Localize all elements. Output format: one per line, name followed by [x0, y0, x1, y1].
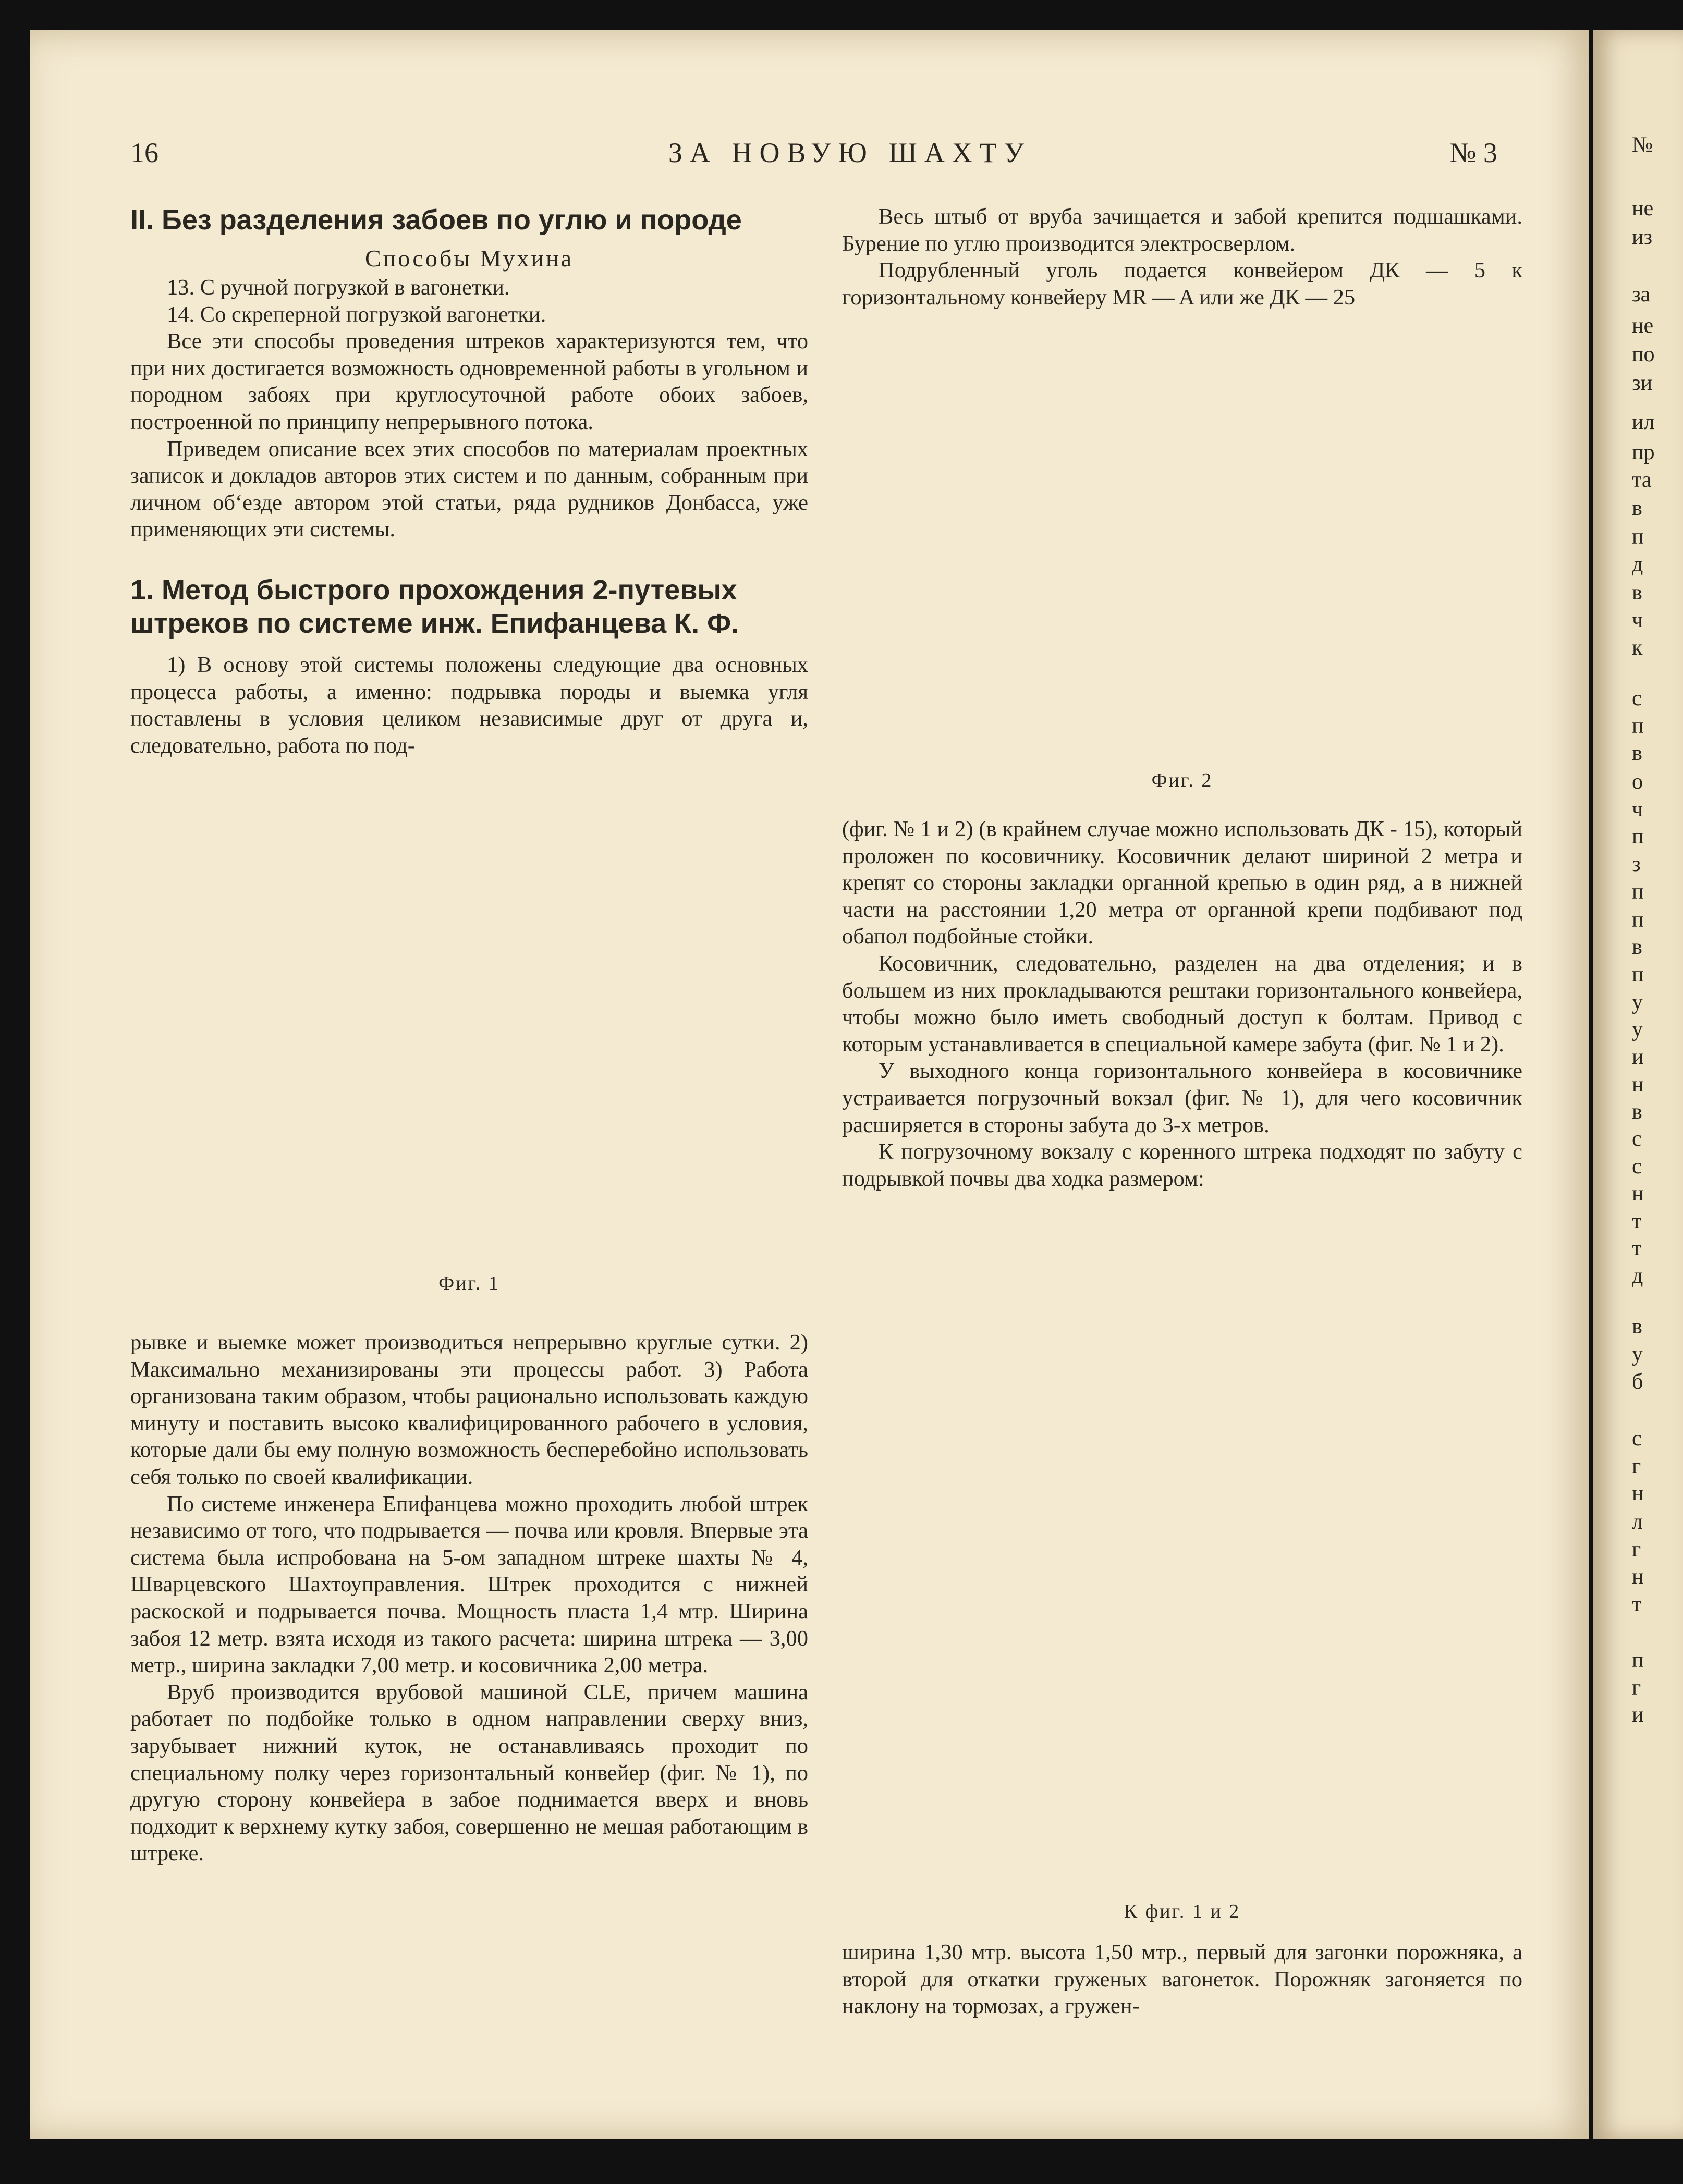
next-page-fragment: та: [1632, 468, 1652, 492]
next-page-fragment: не: [1632, 314, 1654, 338]
next-page-fragment: г: [1632, 1454, 1641, 1478]
next-page-fragment: п: [1632, 714, 1644, 738]
paragraph: Весь штыб от вруба зачищается и забой крепится подшашками. Бурение по углю производится электросверлом.: [842, 204, 1522, 256]
next-page-fragment: л: [1632, 1510, 1643, 1534]
left-column-top: [130, 203, 808, 759]
paragraph: Косовичник, следовательно, разделен на два отделения; и в большем из них прокладываются рештаки горизонтального конвейера, чтобы можно было иметь свободный доступ к болтам. Привод с которым устанавливается в специальной камере забута (фиг. № 1 и 2).: [842, 951, 1522, 1057]
list-item: 14. Со скреперной погрузкой вагонетки.: [167, 302, 546, 327]
next-page-fragment: у: [1632, 1017, 1643, 1041]
next-page-fragment: ил: [1632, 410, 1655, 434]
next-page-fragment: п: [1632, 825, 1644, 849]
next-page-fragment: з: [1632, 852, 1641, 876]
fig1-caption: Фиг. 1: [438, 1272, 500, 1294]
next-page-fragment: н: [1632, 1073, 1644, 1097]
next-page-fragment: в: [1632, 496, 1642, 520]
next-page-fragment: не: [1632, 197, 1654, 220]
next-page-fragment: в: [1632, 1100, 1642, 1124]
next-page-fragment: к: [1632, 636, 1643, 660]
method-title: 1. Метод быстрого прохождения 2-путевых штреков по системе инж. Епифанцева К. Ф.: [130, 574, 739, 639]
next-page-fragment: г: [1632, 1676, 1641, 1700]
next-page-fragment: н: [1632, 1182, 1644, 1206]
next-page-fragment: в: [1632, 741, 1642, 765]
next-page-fragment: из: [1632, 225, 1653, 249]
paragraph: У выходного конца горизонтального конвейера в косовичнике устраивается погрузочный вокзал (фиг. № 1), для чего косовичник расширяется в стороны забута до 3-х метров.: [842, 1059, 1522, 1137]
journal-title: ЗА НОВУЮ ШАХТУ: [668, 137, 1032, 168]
page-number: 16: [130, 137, 158, 168]
next-page-fragment: с: [1632, 1155, 1642, 1179]
list-item: 13. С ручной погрузкой в вагонетки.: [167, 275, 510, 300]
next-page-fragment: и: [1632, 1703, 1644, 1727]
right-column-bottom: [842, 1939, 1522, 2020]
next-page-fragment: о: [1632, 770, 1643, 794]
paragraph: (фиг. № 1 и 2) (в крайнем случае можно использовать ДК - 15), который проложен по косовичнику. Косовичник делают шириной 2 метра и крепят со стороны закладки органной крепью в один ряд, а в нижней части на расстоянии 1,20 метра от органной крепи подбивают под обапол подбойные стойки.: [842, 817, 1522, 949]
paragraph: 1) В основу этой системы положены следующие два основных процесса работы, а именно: подрывка породы и выемка угля поставлены в условия целиком независимые друг от друга и, следовательно, работа по под-: [130, 652, 808, 758]
next-page-fragment: п: [1632, 963, 1644, 987]
next-page-fragment: г: [1632, 1538, 1641, 1562]
fig3-caption: К фиг. 1 и 2: [1124, 1900, 1241, 1922]
subsection-title: Способы Мухина: [364, 245, 574, 272]
next-page-fragment: с: [1632, 1427, 1642, 1451]
next-page-fragment: в: [1632, 1315, 1642, 1339]
next-page-fragment: п: [1632, 880, 1644, 904]
next-page-fragment: б: [1632, 1370, 1643, 1394]
next-page-fragment: зи: [1632, 371, 1653, 395]
next-page-fragment: в: [1632, 581, 1642, 605]
paragraph: Приведем описание всех этих способов по материалам проектных записок и докладов авторов этих систем и по данным, собранным при личном об‘езде автором этой статьи, ряда рудников Донбасса, уже применяющих эти системы.: [130, 436, 808, 542]
paragraph: Вруб производится врубовой машиной CLE, причем машина работает по подбойке только в одном направлении сверху вниз, зарубывает нижний куток, не останавливаясь проходит по специальному полку через горизонтальный конвейер (фиг. № 1), по другую сторону конвейера в забое поднимается вверх и вновь подходит к верхнему кутку забоя, совершенно не мешая работающим в штреке.: [130, 1679, 808, 1866]
paragraph: ширина 1,30 мтр. высота 1,50 мтр., первый для загонки порожняка, а второй для откатки груженых вагонеток. Порожняк загоняется по наклону на тормозах, а гружен-: [842, 1940, 1522, 2019]
left-column-bottom: [130, 1329, 808, 1867]
next-page-fragment: т: [1632, 1592, 1642, 1616]
next-page-fragment: н: [1632, 1565, 1644, 1589]
next-page-fragment: д: [1632, 553, 1643, 576]
next-page-fragment: у: [1632, 1342, 1643, 1366]
paragraph: Подрубленный уголь подается конвейером ДК — 5 к горизонтальному конвейеру MR — A или же ДК — 25: [842, 258, 1522, 310]
paragraph: Все эти способы проведения штреков характеризуются тем, что при них достигается возможность одновременной работы в угольном и породном забоях при круглосуточной работе обоих забоев, построенной по принципу непрерывного потока.: [130, 329, 808, 434]
next-page-fragment: и: [1632, 1045, 1644, 1069]
next-page-fragment: №: [1632, 133, 1653, 157]
next-page-fragment: по: [1632, 342, 1655, 366]
next-page-fragment: с: [1632, 1127, 1642, 1151]
next-page-fragment: ч: [1632, 608, 1643, 632]
next-page-fragment: ч: [1632, 797, 1643, 821]
paragraph: рывке и выемке может производиться непрерывно круглые сутки. 2) Максимально механизированы эти процессы работ. 3) Работа организована таким образом, чтобы рационально использовать каждую минуту и поставить высоко квалифицированного рабочего в условия, которые дали бы ему полную возможность бесперебойно использовать себя только по своей квалификации.: [130, 1330, 808, 1489]
next-page-fragment: п: [1632, 1648, 1644, 1672]
next-page-fragment: пр: [1632, 440, 1655, 464]
issue-number: № 3: [1449, 137, 1498, 168]
next-page-fragment: т: [1632, 1236, 1642, 1260]
paragraph: По системе инженера Епифанцева можно проходить любой штрек независимо от того, что подрывается — почва или кровля. Впервые эта система была испробована на 5-ом западном штреке шахты № 4, Шварцевского Шахтоуправления. Штрек проходится с нижней раскоской и подрывается почва. Мощность пласта 1,4 мтр. Ширина забоя 12 метр. взята исходя из такого расчета: ширина штрека — 3,00 метр., ширина закладки 7,00 метр. и косовичника 2,00 метра.: [130, 1491, 808, 1678]
next-page-fragment: у: [1632, 990, 1643, 1014]
next-page-fragment: п: [1632, 525, 1644, 549]
section-title: II. Без разделения забоев по углю и породе: [130, 204, 742, 236]
right-column-middle: [842, 816, 1522, 1192]
fig2-caption: Фиг. 2: [1151, 769, 1213, 791]
next-page-fragment: с: [1632, 686, 1642, 710]
right-column-top: [842, 203, 1522, 311]
next-page-fragment: за: [1632, 283, 1651, 306]
next-page-fragment: н: [1632, 1481, 1644, 1505]
next-page-fragment: т: [1632, 1209, 1642, 1233]
next-page-fragment: д: [1632, 1264, 1643, 1288]
next-page-fragment: в: [1632, 935, 1642, 959]
paragraph: К погрузочному вокзалу с коренного штрека подходят по забуту с подрывкой почвы два ходка размером:: [842, 1139, 1522, 1191]
next-page-fragment: п: [1632, 908, 1644, 932]
